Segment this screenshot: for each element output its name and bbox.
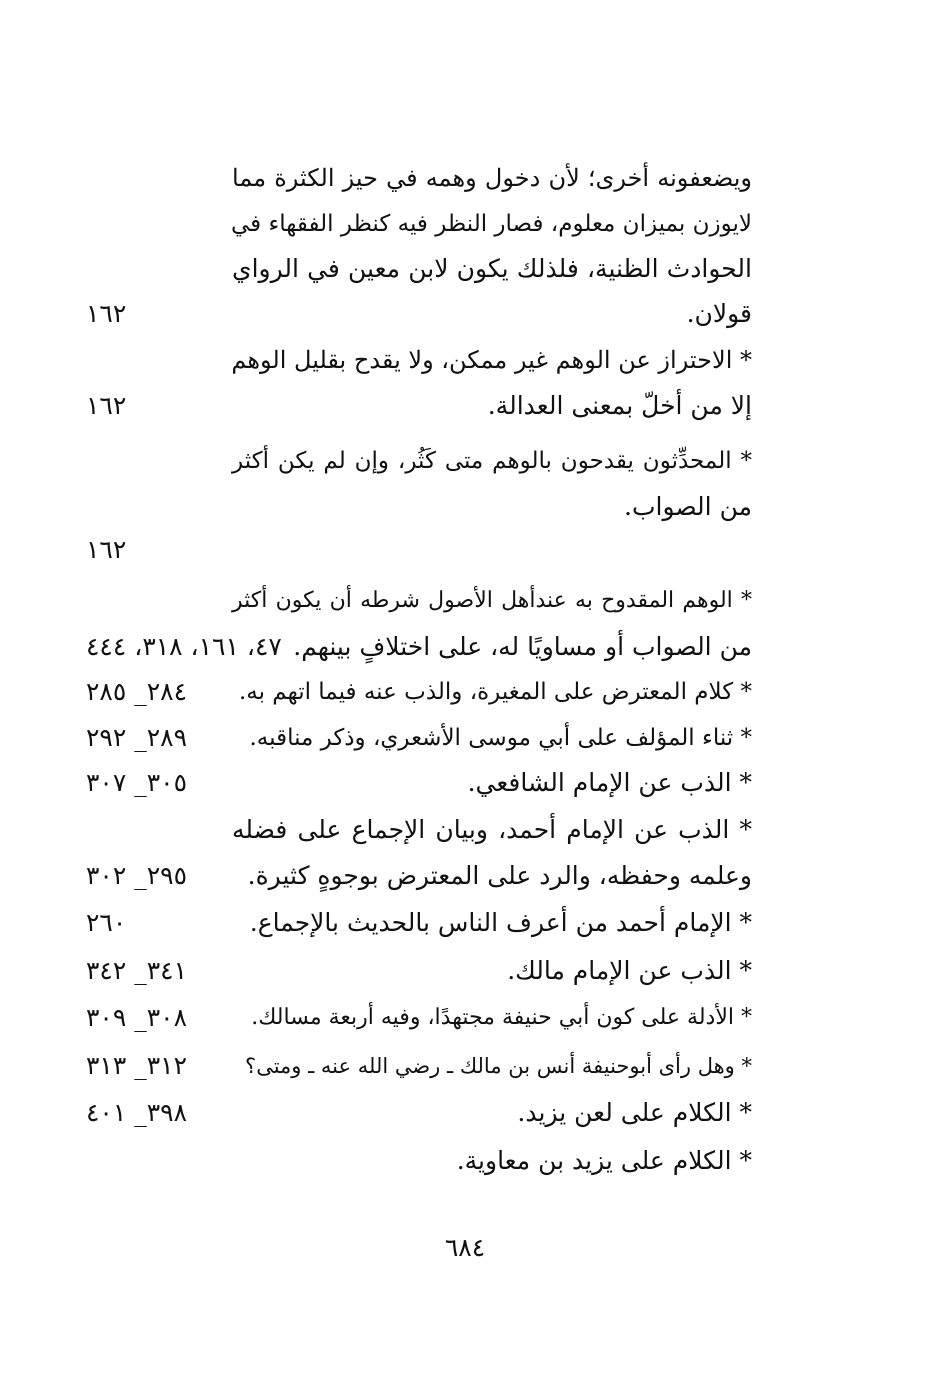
index-entry: * الاحتراز عن الوهم غير ممكن، ولا يقدح بقليل الوهم [231,346,752,374]
index-entry: * الذب عن الإمام أحمد، وبيان الإجماع على فضله [232,815,752,844]
page-number: ٦٨٤ [444,1233,486,1262]
text-line: وعلمه وحفظه، والرد على المعترض بوجوهٍ كثيرة. [247,861,752,890]
page-reference: ٣٤١_ ٣٤٢ [86,956,188,985]
index-entry: * كلام المعترض على المغيرة، والذب عنه فيما اتهم به. [238,679,752,705]
page-reference: ١٦٢ [86,391,127,420]
index-entry: * الوهم المقدوح به عندأهل الأصول شرطه أن يكون أكثر [232,588,752,613]
page-reference: ٢٨٩_ ٢٩٢ [86,723,188,752]
text-line: من الصواب أو مساويًا له، على اختلافٍ بينهم. [293,632,752,661]
page-reference: ٢٩٥_ ٣٠٢ [86,861,188,890]
page-reference: ٢٨٤_ ٢٨٥ [86,677,188,706]
text-line: لايوزن بميزان معلوم، فصار النظر فيه كنظر الفقهاء في [231,211,752,237]
page-reference: ١٦٢ [86,299,127,328]
index-entry: * الذب عن الإمام الشافعي. [467,768,752,797]
index-entry: * وهل رأى أبوحنيفة أنس بن مالك ـ رضي الله عنه ـ ومتى؟ [245,1054,752,1078]
index-entry: * ثناء المؤلف على أبي موسى الأشعري، وذكر مناقبه. [249,725,752,751]
page-reference: ٤٧، ١٦١، ٣١٨، ٤٤٤ [86,632,282,661]
index-entry: * المحدِّثون يقدحون بالوهم متى كَثُر، وإن لم يكن أكثر [232,448,752,474]
index-entry: * الكلام على يزيد بن معاوية. [456,1146,752,1175]
page-reference: ٣٠٨_ ٣٠٩ [86,1003,188,1032]
page-reference: ٣٩٨_ ٤٠١ [86,1098,188,1127]
text-line: ويضعفونه أخرى؛ لأن دخول وهمه في حيز الكثرة مما [232,164,752,192]
index-entry: * الكلام على لعن يزيد. [517,1098,752,1127]
page-reference: ٣١٢_ ٣١٣ [86,1051,188,1080]
text-line: قولان. [686,299,752,328]
page-reference: ١٦٢ [86,535,127,564]
index-entry: * الإمام أحمد من أعرف الناس بالحديث بالإجماع. [249,908,752,937]
text-line: الحوادث الظنية، فلذلك يكون لابن معين في الرواي [232,254,752,283]
index-entry: * الأدلة على كون أبي حنيفة مجتهدًا، وفيه أربعة مسالك. [251,1005,752,1030]
page-reference: ٢٦٠ [86,908,127,937]
page-reference: ٣٠٥_ ٣٠٧ [86,768,188,797]
index-entry: * الذب عن الإمام مالك. [507,956,752,985]
text-line: من الصواب. [624,492,752,521]
text-line: إلا من أخلّ بمعنى العدالة. [487,391,752,420]
